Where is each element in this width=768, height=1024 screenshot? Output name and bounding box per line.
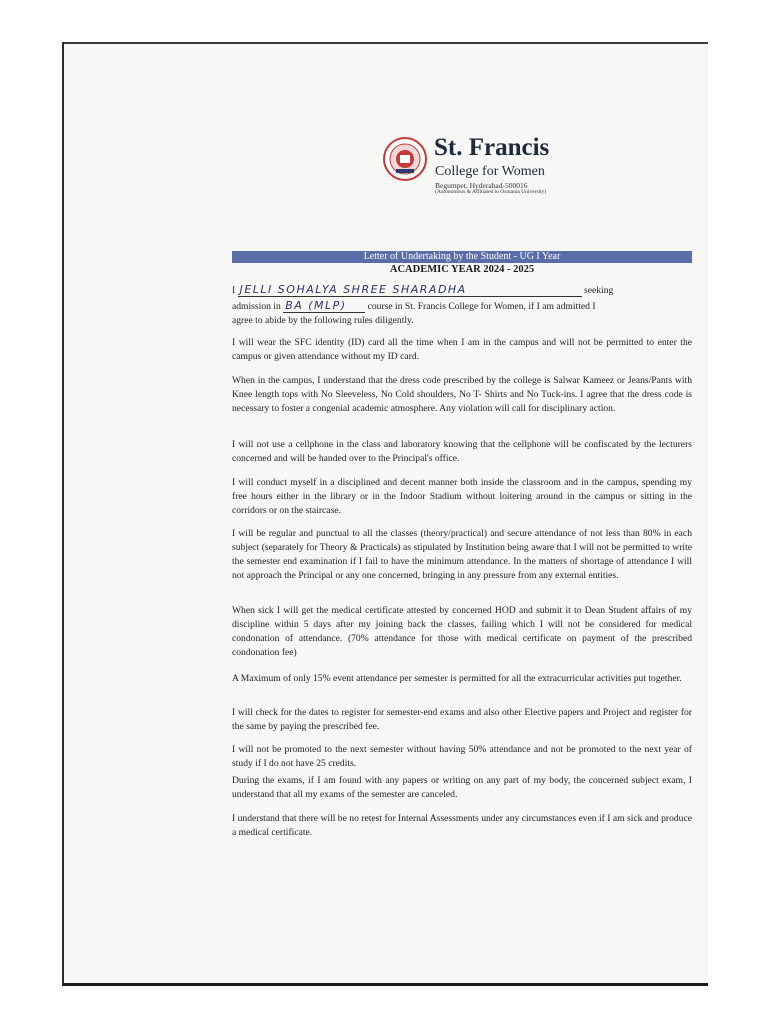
scanned-document bbox=[62, 42, 708, 986]
rule-exam-malpractice: During the exams, if I am found with any papers or writing on any part of my body, the concerned subject exam, I understand that all my exams of the semester are canceled. bbox=[232, 775, 692, 800]
rule-cellphone: I will not use a cellphone in the class and laboratory knowing that the cellphone will be confiscated by the lecturers concerned and will be handed over to the Principal's office. bbox=[232, 439, 692, 464]
rule-event-attendance: A Maximum of only 15% event attendance per semester is permitted for all the extracurricular activities put together. bbox=[232, 673, 682, 684]
college-subtitle: College for Women bbox=[435, 164, 545, 179]
rule-medical: When sick I will get the medical certificate attested by concerned HOD and submit it to Dean Student affairs of my discipline within 5 days after my joining back the classes, failing which I will not be considered for medical condonation of attendance. (70% attendance for those with medical certificate on payment of the prescribed condonation fee) bbox=[232, 605, 692, 658]
academic-year: ACADEMIC YEAR 2024 - 2025 bbox=[389, 264, 535, 275]
rule-promotion: I will not be promoted to the next semester without having 50% attendance and not be promoted to the next year of study if I do not have 25 credits. bbox=[232, 744, 692, 769]
rule-dress-code: When in the campus, I understand that the dress code prescribed by the college is Salwar Kameez or Jeans/Pants with Knee length tops with No Sleeveless, No Cold shoulders, No T- Shirts and No Tuck-ins. I agree that the dress code is necessary to foster a congenial academic atmosphere. Any violation will call for disciplinary action. bbox=[232, 375, 692, 414]
student-name-field: JELLI SOHALYA SHREE SHARADHA bbox=[238, 284, 582, 297]
rule-no-retest: I understand that there will be no retest for Internal Assessments under any circumstances even if I am sick and produce a medical certificate. bbox=[232, 813, 692, 838]
course-field: BA (MLP) bbox=[283, 300, 365, 313]
rule-conduct: I will conduct myself in a disciplined and decent manner both inside the classroom and in the campus, spending my free hours either in the library or in the Indoor Stadium without loitering around in the campus or sitting in the corridors or on the staircase. bbox=[232, 477, 692, 516]
college-affiliation: (Autonomous & Affiliated to Osmania University) bbox=[435, 189, 547, 195]
line1-suffix: seeking bbox=[584, 285, 614, 296]
line1-prefix: I bbox=[232, 285, 236, 296]
declaration-line-2 bbox=[232, 300, 692, 314]
college-header bbox=[382, 136, 562, 236]
college-seal-icon bbox=[382, 136, 428, 182]
declaration-line-1 bbox=[232, 284, 692, 298]
college-address: Begumpet, Hyderabad-500016 bbox=[435, 181, 528, 190]
declaration-line-3: agree to abide by the following rules diligently. bbox=[232, 315, 414, 326]
rule-exam-registration: I will check for the dates to register for semester-end exams and also other Elective papers and Project and register for the same by paying the prescribed fee. bbox=[232, 707, 692, 732]
line2-suffix: course in St. Francis College for Women, if I am admitted I bbox=[367, 301, 596, 312]
college-name: St. Francis bbox=[434, 134, 550, 161]
form-title-banner: Letter of Undertaking by the Student - UG I Year bbox=[232, 251, 692, 263]
rule-id-card: I will wear the SFC identity (ID) card all the time when I am in the campus and will not be permitted to enter the campus or given attendance without my ID card. bbox=[232, 337, 692, 362]
line2-prefix: admission in bbox=[232, 301, 281, 312]
rule-attendance: I will be regular and punctual to all the classes (theory/practical) and secure attendance of not less than 80% in each subject (separately for Theory & Practicals) as stipulated by Institution being aware that I will not be permitted to write the semester end examination if I fail to have the minimum attendance. In the matters of shortage of attendance I will not approach the Principal or any one concerned, bringing in any pressure from any external entities. bbox=[232, 528, 692, 581]
